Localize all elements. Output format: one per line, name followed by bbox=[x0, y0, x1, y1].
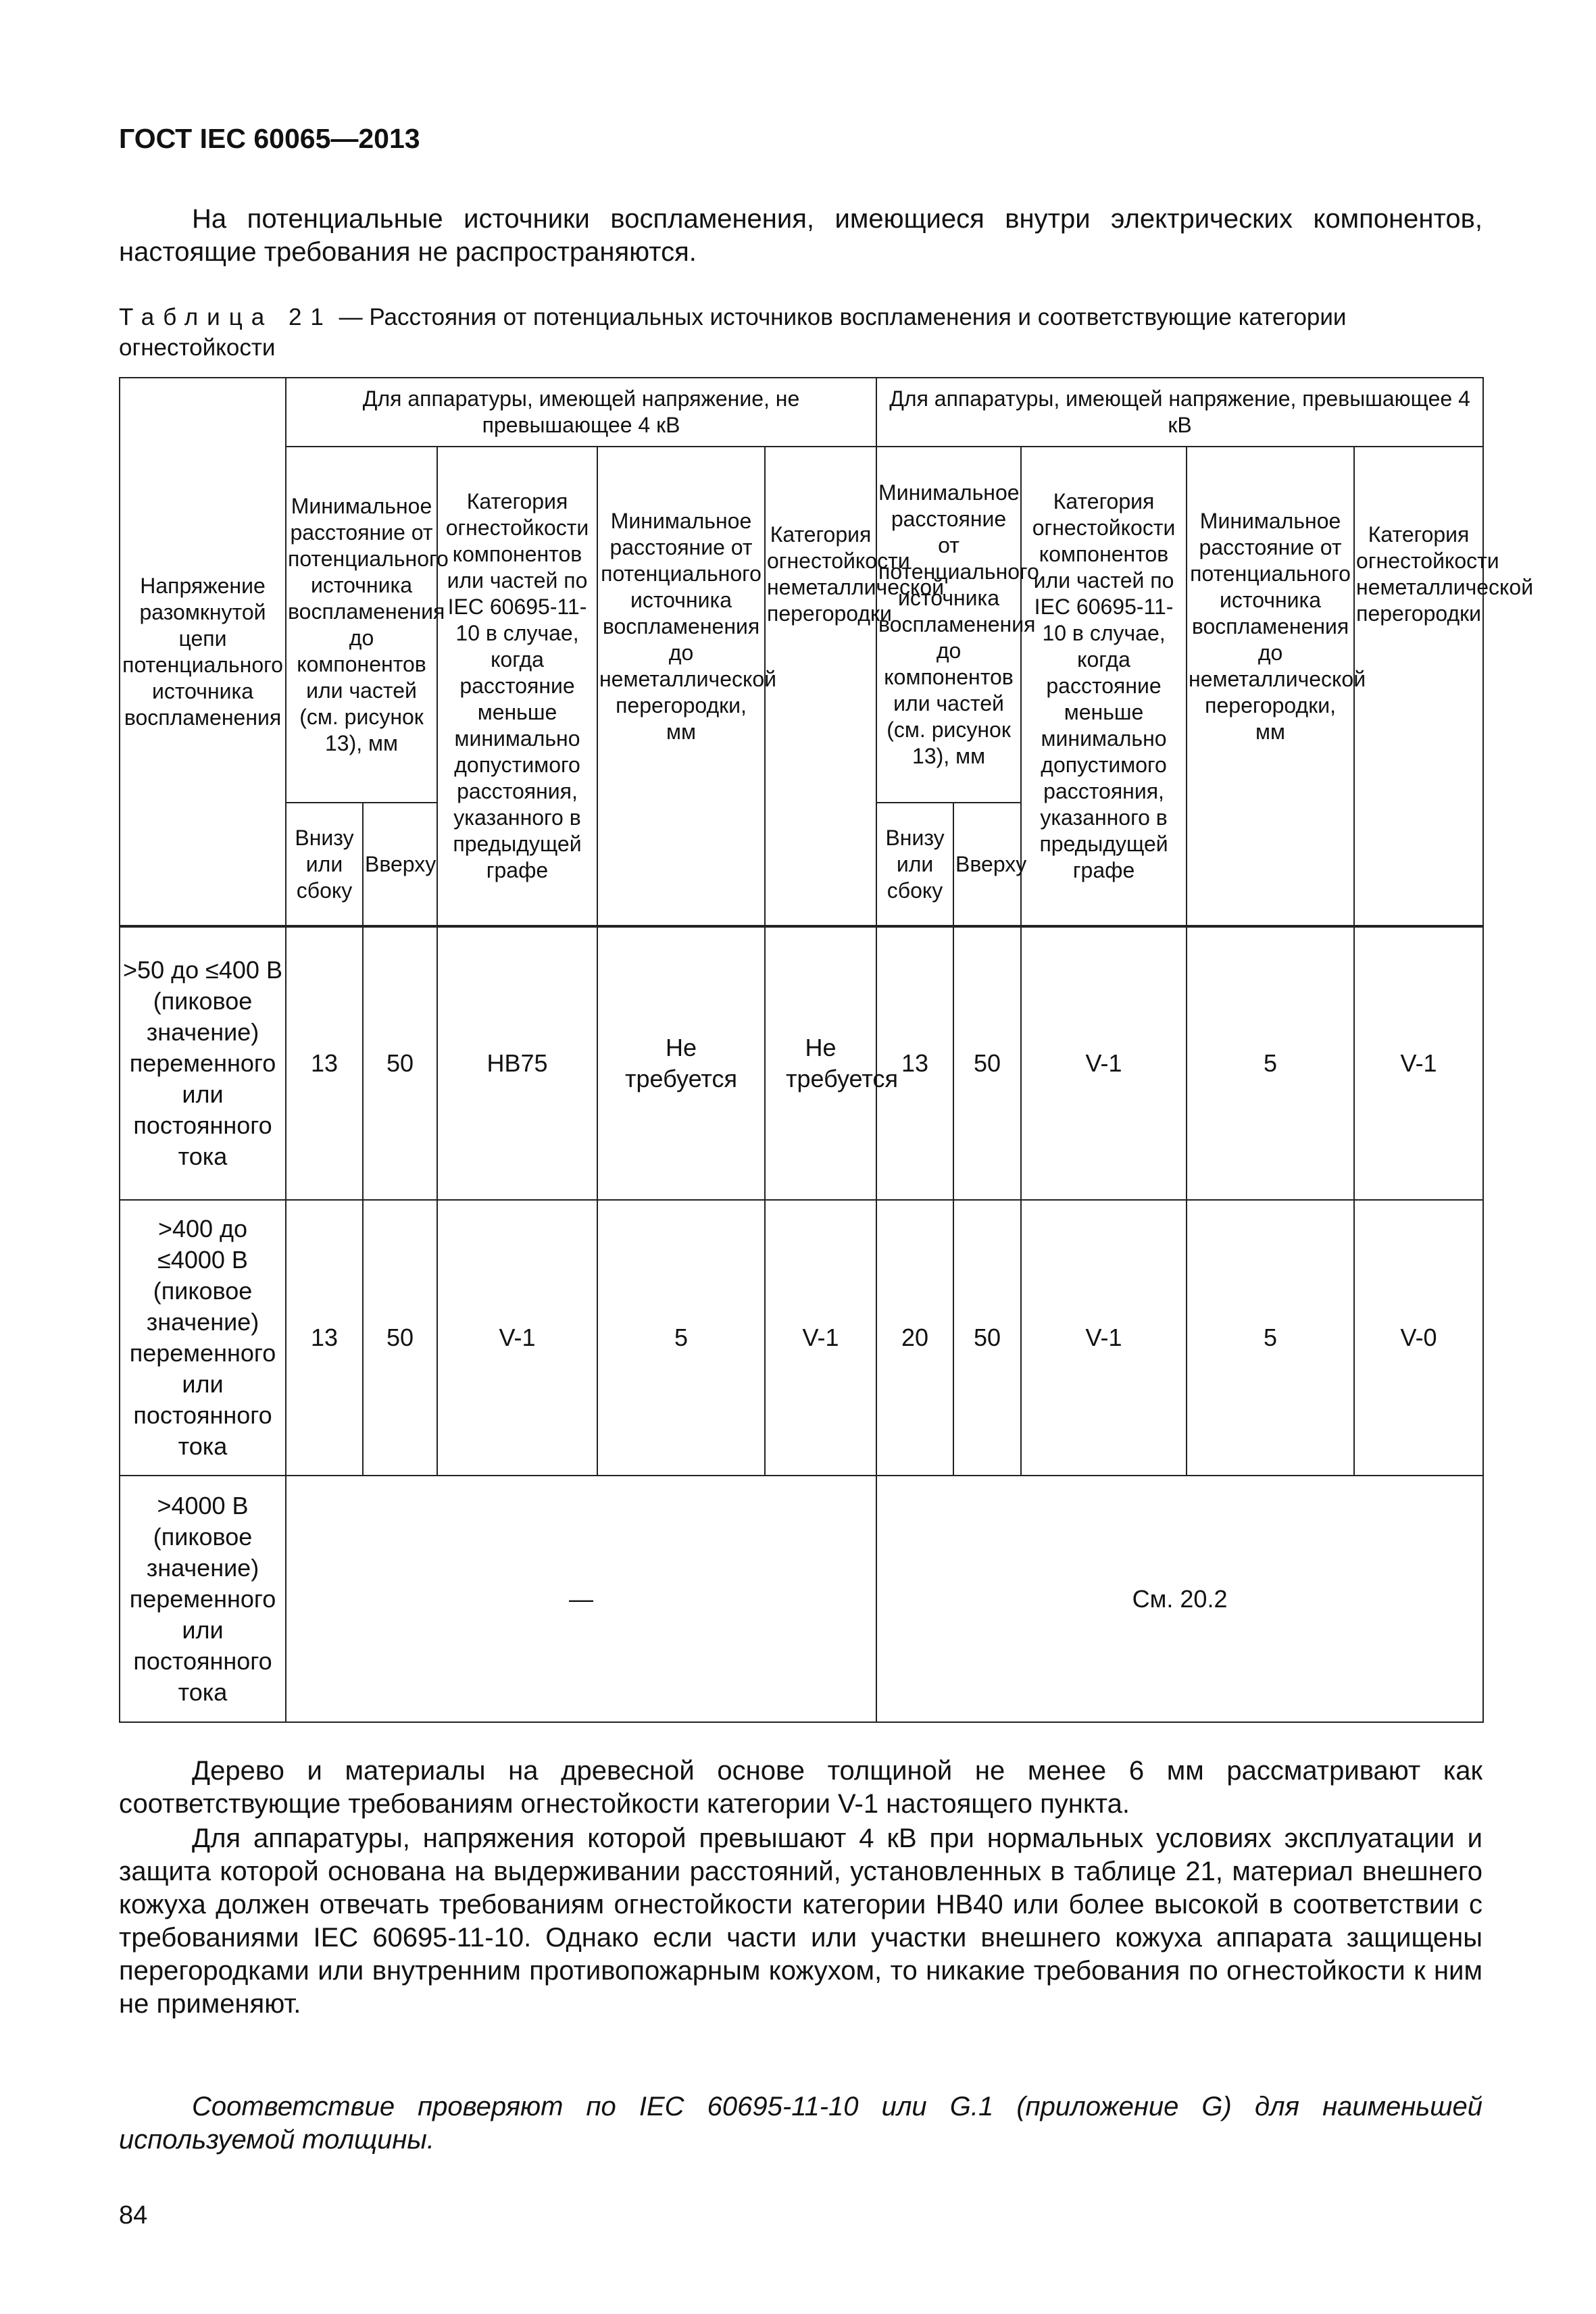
header-min-barrier-low: Минимальное расстояние от потенциального источника воспламенения до неметаллической перегородки, мм bbox=[597, 447, 765, 926]
header-group-low: Для аппаратуры, имеющей напряжение, не превышающее 4 кВ bbox=[286, 378, 876, 447]
row1-cell: 50 bbox=[363, 926, 437, 1200]
page-number: 84 bbox=[119, 2201, 148, 2230]
row1-cell: V-1 bbox=[1021, 926, 1187, 1200]
fire-distance-table bbox=[119, 377, 1534, 1723]
row2-cell: 50 bbox=[953, 1200, 1021, 1476]
document-header: ГОСТ IEC 60065—2013 bbox=[119, 123, 420, 154]
row3-high-value: См. 20.2 bbox=[876, 1476, 1483, 1722]
paragraph-wood: Дерево и материалы на древесной основе толщиной не менее 6 мм рассматривают как соответствующие требованиям огнестойкости категории V-1 настоящего пункта. bbox=[119, 1756, 1482, 1819]
paragraph-conformity: Соответствие проверяют по IEC 60695-11-10 или G.1 (приложение G) для наименьшей используемой толщины. bbox=[119, 2092, 1482, 2155]
row2-cell: V-1 bbox=[1021, 1200, 1187, 1476]
row1-cell: V-1 bbox=[1354, 926, 1483, 1200]
row2-cell: 5 bbox=[597, 1200, 765, 1476]
header-min-distance-low: Минимальное расстояние от потенциального источника воспламенения до компонентов или частей (см. рисунок 13), мм bbox=[286, 447, 437, 803]
header-barrier-category-low: Категория огнестойкости неметаллической перегородки bbox=[765, 447, 876, 926]
intro-paragraph: На потенциальные источники воспламенения, имеющиеся внутри электрических компонентов, настоящие требования не распространяются. bbox=[119, 204, 1482, 267]
header-top-low: Вверху bbox=[363, 803, 437, 926]
header-voltage: Напряжение разомкнутой цепи потенциального источника воспламенения bbox=[120, 378, 286, 926]
paragraph-enclosure: Для аппаратуры, напряжения которой превышают 4 кВ при нормальных условиях эксплуатации и защита которой основана на выдерживании расстояний, установленных в таблице 21, материал внешнего кожуха должен отвечать требованиям огнестойкости категории HB40 или более высокой в соответствии с требованиями IEC 60695-11-10. Однако если части или участки внешнего кожуха аппарата защищены перегородками или внутренним противопожарным кожухом, то никакие требования по огнестойкости к ним не применяют. bbox=[119, 1823, 1482, 2019]
row1-cell: 5 bbox=[1187, 926, 1354, 1200]
header-category-low: Категория огнестойкости компонентов или частей по IEC 60695-11-10 в случае, когда расстояние меньше минимально допустимого расстояния, указанного в предыдущей графе bbox=[437, 447, 597, 926]
row2-cell: 50 bbox=[363, 1200, 437, 1476]
header-category-high: Категория огнестойкости компонентов или частей по IEC 60695-11-10 в случае, когда расстояние меньше минимально допустимого расстояния, указанного в предыдущей графе bbox=[1021, 447, 1187, 926]
table-caption bbox=[119, 302, 1482, 363]
header-min-barrier-high: Минимальное расстояние от потенциального источника воспламенения до неметаллической перегородки, мм bbox=[1187, 447, 1354, 926]
row3-voltage: >4000 В (пиковое значение) переменного или постоянного тока bbox=[120, 1476, 286, 1722]
header-group-high: Для аппаратуры, имеющей напряжение, превышающее 4 кВ bbox=[876, 378, 1483, 447]
header-top-high: Вверху bbox=[953, 803, 1021, 926]
table-caption-label: Таблица 21 bbox=[119, 304, 332, 330]
row1-cell: Не требуется bbox=[765, 926, 876, 1200]
row1-cell: HB75 bbox=[437, 926, 597, 1200]
row2-cell: V-0 bbox=[1354, 1200, 1483, 1476]
table-caption-text: — Расстояния от потенциальных источников воспламенения и соответствующие категории огнестойкости bbox=[119, 304, 1347, 361]
header-barrier-category-high: Категория огнестойкости неметаллической перегородки bbox=[1354, 447, 1483, 926]
row1-cell: 50 bbox=[953, 926, 1021, 1200]
row1-cell: Не требуется bbox=[597, 926, 765, 1200]
row1-cell: 13 bbox=[876, 926, 953, 1200]
row2-cell: 13 bbox=[286, 1200, 363, 1476]
row2-voltage: >400 до ≤4000 В (пиковое значение) переменного или постоянного тока bbox=[120, 1200, 286, 1476]
row2-cell: V-1 bbox=[765, 1200, 876, 1476]
row1-voltage: >50 до ≤400 В (пиковое значение) переменного или постоянного тока bbox=[120, 926, 286, 1200]
header-side-high: Внизу или сбоку bbox=[876, 803, 953, 926]
row3-low-value: — bbox=[286, 1476, 876, 1722]
row2-cell: 20 bbox=[876, 1200, 953, 1476]
row1-cell: 13 bbox=[286, 926, 363, 1200]
table-row bbox=[120, 1476, 1483, 1722]
row2-cell: V-1 bbox=[437, 1200, 597, 1476]
header-min-distance-high: Минимальное расстояние от потенциального источника воспламенения до компонентов или частей (см. рисунок 13), мм bbox=[876, 447, 1021, 803]
table-row bbox=[120, 1200, 1483, 1476]
table-row bbox=[120, 926, 1483, 1200]
row2-cell: 5 bbox=[1187, 1200, 1354, 1476]
header-side-low: Внизу или сбоку bbox=[286, 803, 363, 926]
